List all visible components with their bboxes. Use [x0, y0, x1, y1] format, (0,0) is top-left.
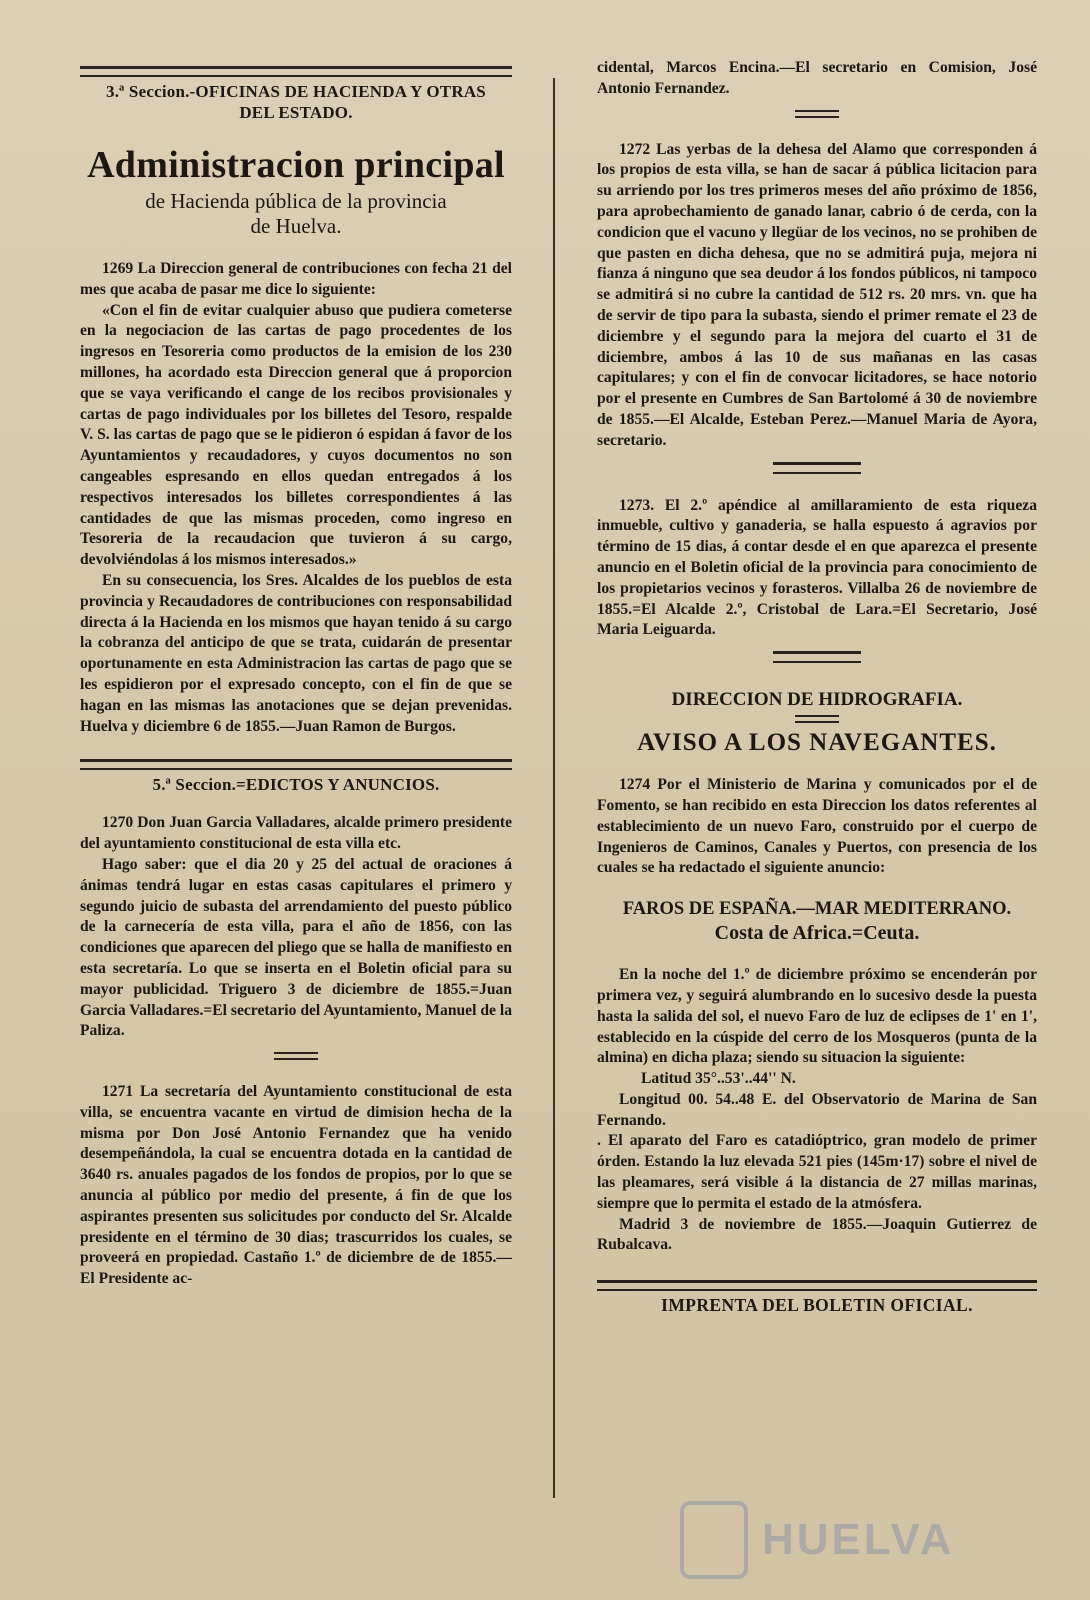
notice-1270-intro: 1270 Don Juan Garcia Valladares, alcalde primero presidente del ayuntamiento constitucional de esta villa etc. [80, 814, 512, 853]
seal-icon [680, 1501, 748, 1579]
notice-1269-conclusion: En su consecuencia, los Sres. Alcaldes de los pueblos de esta provincia y Recaudadores de contribuciones con responsabilidad directa á la Hacienda en los mismos que hayan tenido á su cargo la cobranza del anticipo de que se trata, cuidarán de presentar oportunamente en esta Administracion las cartas de pago que se les espidieron por el expresado concepto, con el fin de que se hagan en las mismas las anotaciones que se dejan prevenidas. Huelva y diciembre 6 de 1855.—Juan Ramon de Burgos. [80, 571, 512, 735]
admin-subtitle: de Hacienda pública de la provincia de Huelva. [145, 189, 447, 238]
notice-1269-intro: 1269 La Direccion general de contribuciones con fecha 21 del mes que acaba de pasar me dice lo siguiente: [80, 260, 512, 298]
longitude-line: Longitud 00. 54..48 E. del Observatorio de Marina de San Fernando. [597, 1090, 1037, 1129]
separator-ornament [274, 1052, 318, 1060]
notice-1273: 1273. El 2.º apéndice al amillaramiento de esta riqueza inmueble, cultivo y ganaderia, se halla espuesto á agravios por término de 15 dias, á contar desde el en que aparezca el presente anuncio en el Boletin oficial de la provincia para conocimiento de los propietarios vecinos y forasteros. Villalba 26 de noviembre de 1855.=El Alcalde 2.º, Cristobal de Lara.=El Secretario, José Maria Leiguarda. [597, 496, 1037, 639]
section-rule [80, 66, 512, 77]
watermark-text: HUELVA [762, 1515, 955, 1564]
costa-heading: Costa de Africa.=Ceuta. [714, 922, 920, 945]
notice-1274-body: En la noche del 1.º de diciembre próximo se encenderán por primera vez, y seguirá alumbrando en lo sucesivo desde la puesta hasta la salida del sol, el nuevo Faro de luz de eclipses de 1' en 1', establecido en la cúspide del cerro de los Mosqueros (punta de la almina) en dicha plaza; siendo su situacion la siguiente: [597, 966, 1037, 1067]
library-watermark [680, 1500, 1010, 1580]
separator-ornament [773, 462, 861, 474]
separator-ornament [795, 110, 839, 118]
notice-1274-apparatus: . El aparato del Faro es catadióptrico, gran modelo de primer órden. Estando la luz elevada 521 pies (145m·17) sobre el nivel de las pleamares, será visible á la distancia de 27 millas marinas, siempre que lo permita el estado de la atmósfera. [597, 1132, 1037, 1212]
aviso-navegantes-heading: AVISO A LOS NAVEGANTES. [637, 729, 997, 757]
printer-imprint: IMPRENTA DEL BOLETIN OFICIAL. [661, 1295, 973, 1316]
notice-1270-body: Hago saber: que el dia 20 y 25 del actual de oraciones á ánimas tendrá lugar en estas casas capitulares el primero y segundo juicio de subasta del arrendamiento del puesto público de la carnecería de esta villa, para el año de 1856, con las condiciones que aparecen del pliego que se halla de manifiesto en esta secretaría. Lo que se inserta en el Boletin oficial para su mayor publicidad. Triguero 3 de diciembre de 1855.=Juan Garcia Valladares.=El secretario del Ayuntamiento, Manuel de la Paliza. [80, 855, 512, 1040]
separator-ornament [773, 651, 861, 663]
notice-1274-signature: Madrid 3 de noviembre de 1855.—Joaquin Gutierrez de Rubalcava. [597, 1215, 1037, 1254]
right-column [597, 58, 1037, 1316]
hidrografia-heading: DIRECCION DE HIDROGRAFIA. [671, 689, 963, 711]
footer-rule [597, 1280, 1037, 1291]
notice-1271-continuation: cidental, Marcos Encina.—El secretario en Comision, José Antonio Fernandez. [597, 59, 1037, 97]
separator-ornament [795, 715, 839, 723]
notice-1271 [80, 1082, 512, 1290]
section-rule [80, 759, 512, 770]
notice-1270 [80, 813, 512, 1042]
section-3-heading: 3.ª Seccion.-OFICINAS DE HACIENDA Y OTRAS DEL ESTADO. [106, 82, 486, 122]
column-divider [553, 78, 555, 1498]
notice-1271-body: 1271 La secretaría del Ayuntamiento constitucional de esta villa, se encuentra vacante en virtud de dimision hecha de la misma por Don José Antonio Fernandez que ha venido desempeñándola, la cual se encuentra dotada en la cantidad de 3640 rs. anuales pagados de los fondos de propios, por lo que se anuncia al público por medio del presente, á fin de que los aspirantes presenten sus solicitudes por conducto del Sr. Alcalde presidente en el término de 30 dias; trascurridos los cuales, se proveerá en propiedad. Castaño 1.º de diciembre de de 1855.—El Presidente ac- [80, 1083, 512, 1288]
admin-title: Administracion principal [87, 144, 505, 186]
left-column [80, 58, 512, 1296]
notice-1274-intro: 1274 Por el Ministerio de Marina y comunicados por el de Fomento, se han recibido en esta Direccion los datos referentes al establecimiento de un nuevo Faro, construido por el cuerpo de Ingenieros de Caminos, Canales y Puertos, con presencia de los cuales se ha redactado el siguiente anuncio: [597, 776, 1037, 877]
notice-1269 [80, 259, 512, 737]
section-5-heading: 5.ª Seccion.=EDICTOS Y ANUNCIOS. [152, 775, 440, 795]
latitude-line: Latitud 35°..53'..44'' N. [641, 1070, 796, 1088]
notice-1269-quote: «Con el fin de evitar cualquier abuso que pudiera cometerse en la negociacion de las cartas de pago procedentes de los ingresos en Tesoreria como productos de la emision de los 230 millones, ha acordado esta Direccion general que á proporcion que se vaya verificando el cange de los recibos provisionales y cartas de pago individuales por los billetes del Tesoro, respalde V. S. las cartas de pago que se le pidieron ó espidan á favor de los Ayuntamientos y recaudadores, y cuyos documentos no son cangeables espresando en ellos quedan entregados á los respectivos interesados los billetes correspondientes á las cantidades de que las mismas proceden, como ingreso en Tesoreria de la recaudacion que tuvieron á su cargo, devolviéndolas á los mismos interesados.» [80, 301, 512, 569]
faros-heading: FAROS DE ESPAÑA.—MAR MEDITERRANO. [622, 899, 1012, 920]
notice-1272: 1272 Las yerbas de la dehesa del Alamo que corresponden á los propios de esta villa, se han de sacar á pública licitacion para su arriendo por los tres primeros meses del año próximo de 1856, para aprobechamiento de ganado lanar, cabrio ó de cerda, con la condicion que el vacuno y llegüar de los vecinos, no se prohiben de que pasten en dicha dehesa, que no se admitirá puja, mejora ni fianza á ninguno que sea deudor á los fondos públicos, ni tampoco se admitirá si no cubre la cantidad de 512 rs. 20 mrs. vn. que ha de servir de tipo para la subasta, siendo el primer remate el 23 de diciembre y el segundo para la mejora del cuarto el 31 de diciembre, ambos á las 10 de sus mañanas en las casas capitulares; y con el fin de convocar licitadores, se hace notorio por el presente en Cumbres de San Bartolomé á 30 de noviembre de 1855.—El Alcalde, Esteban Perez.—Manuel Maria de Ayora, secretario. [597, 140, 1037, 449]
